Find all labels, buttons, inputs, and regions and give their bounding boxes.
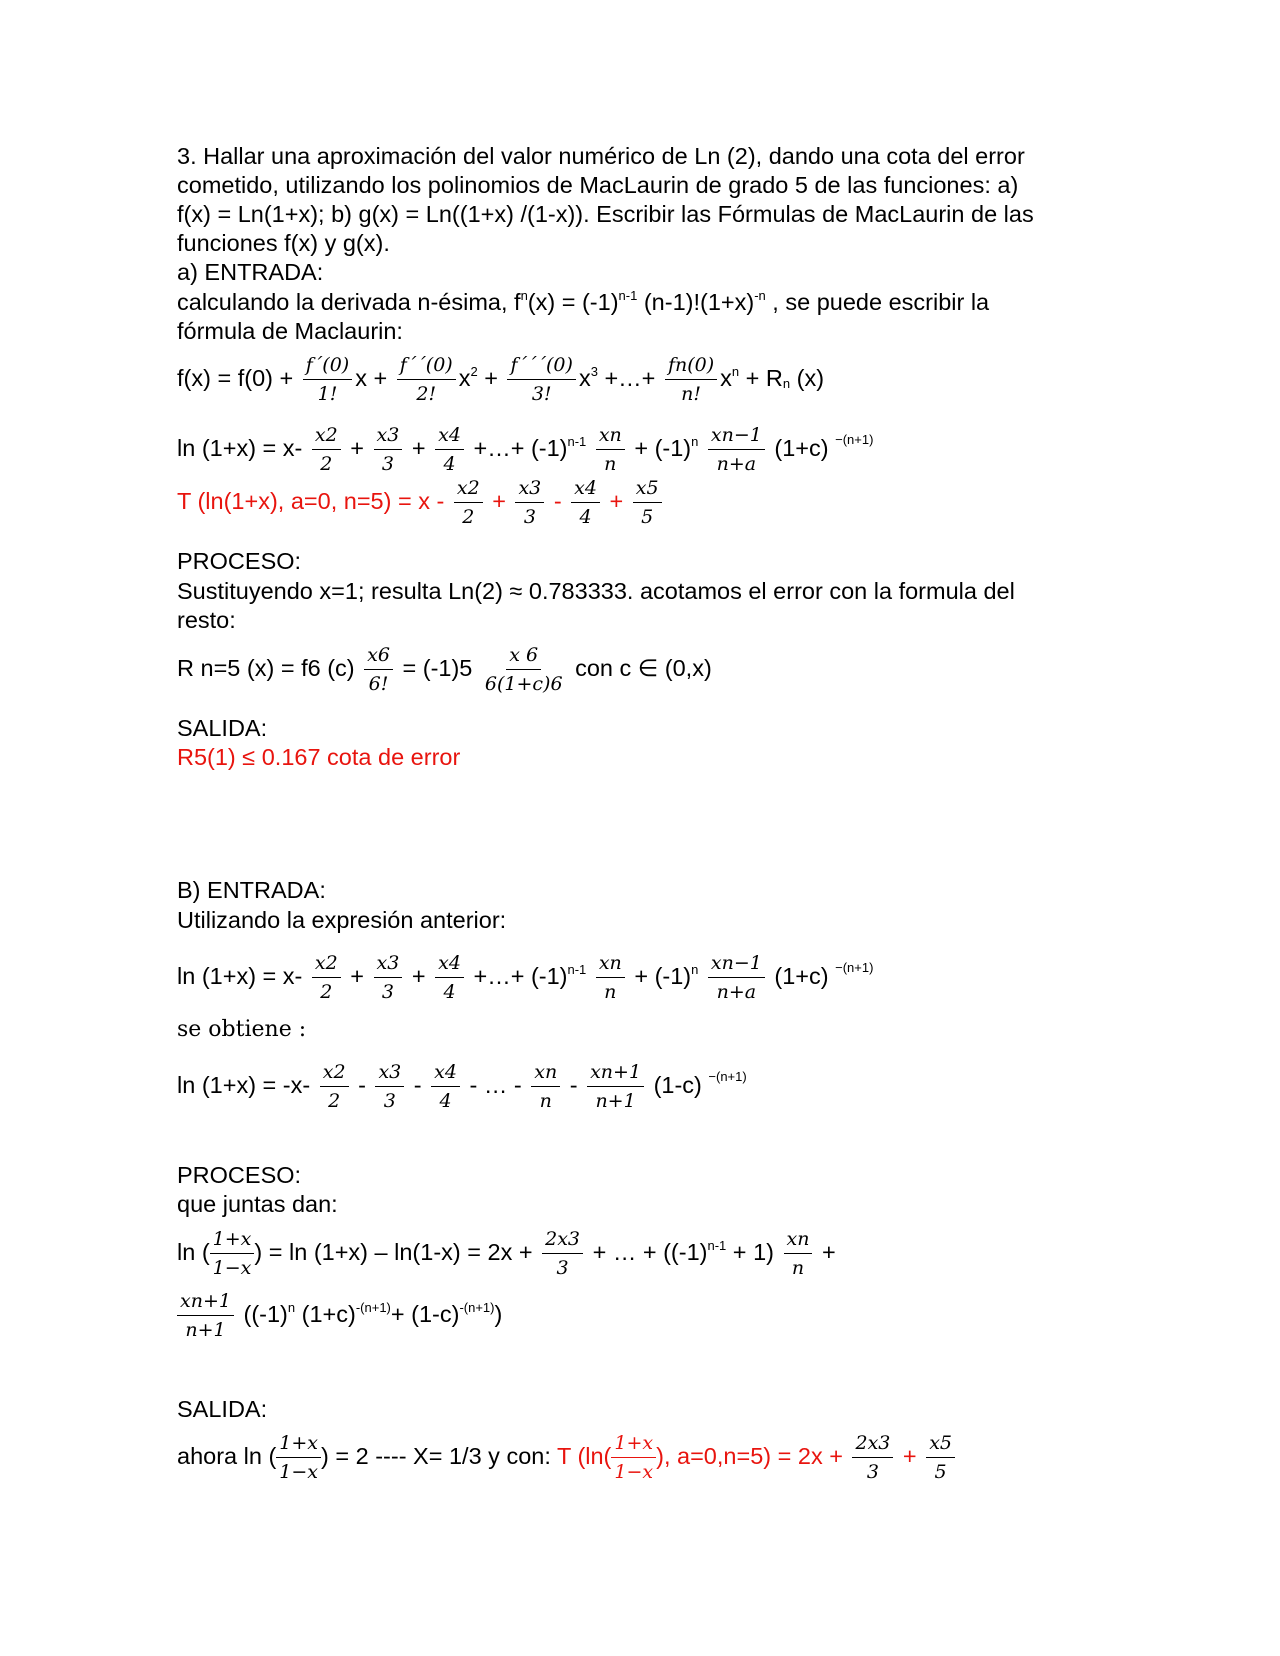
- intro-line-4: funciones f(x) y g(x).: [177, 230, 390, 256]
- part-a-proceso-heading: PROCESO:: [177, 548, 302, 574]
- part-a-salida-value: R5(1) ≤ 0.167 cota de error: [177, 744, 461, 770]
- part-b-salida-heading: SALIDA:: [177, 1396, 268, 1422]
- part-a-salida-heading: SALIDA:: [177, 715, 268, 741]
- ln-series-b: ln (1+x) = x- $\frac{x2}{2}$ + $\frac{x3}{3}$ + $\frac{x4}{4}$ +…+ $(-1)^{n-1}$ $\frac{xn}{n}$ + $(-1)^n$ $\frac{xn-1}{n+a}$ (1+c) $^{-(n+1)}$: [177, 952, 874, 1004]
- combined-series-2: $\frac{xn+1}{n+1}$ ($(-1)^n$ $(1+c)^{-(n+1)}+ (1-c)^{-(n+1)}$): [177, 1286, 502, 1342]
- final-taylor-polynomial: T (ln( $\frac{1+x}{1-x}$ ), a=0,n=5) = 2x + $\frac{2x3}{3}$ + $\frac{x5}{5}$: [557, 1443, 958, 1469]
- part-b-proceso-heading: PROCESO:: [177, 1162, 302, 1188]
- se-obtiene: se obtiene :: [177, 1017, 307, 1042]
- part-b-entrada-line: Utilizando la expresión anterior:: [177, 907, 507, 933]
- final-result: ahora ln ( $\frac{1+x}{1-x}$ ) = 2 ---- X= 1/3 y con: T (ln( $\frac{1+x}{1-x}$ ), a=0,n=5) = 2x + $\frac{2x3}{3}$ + $\frac{x5}{5}$: [177, 1428, 958, 1484]
- part-b-proceso-line: que juntas dan:: [177, 1191, 338, 1217]
- combined-series: ln ( $\frac{1+x}{1-x}$ ) = ln (1+x) – ln(1-x) = 2x + $\frac{2x3}{3}$ + … + $((-1)^{n-1} + 1)$ $\frac{xn}{n}$ +: [177, 1228, 836, 1280]
- ln-series-a: ln (1+x) = x- $\frac{x2}{2}$ + $\frac{x3}{3}$ + $\frac{x4}{4}$ +…+ $(-1)^{n-1}$ $\frac{xn}{n}$ + $(-1)^n$ $\frac{xn-1}{n+a}$ (1+c) $^{-(n+1)}$: [177, 424, 874, 476]
- intro-line-1: 3. Hallar una aproximación del valor numérico de Ln (2), dando una cota del error: [177, 143, 1025, 169]
- derivative-line-2: fórmula de Maclaurin:: [177, 318, 403, 344]
- maclaurin-formula: f(x) = f(0) + $\frac{f´(0)}{1!}$ x + $\frac{f´´(0)}{2!}$ $x^2$ + $\frac{f´´´(0)}{3!}$ $x^3$ +…+ $\frac{fn(0)}{n!}$ $x^n + R_n$ (x): [177, 354, 825, 406]
- intro-line-3: f(x) = Ln(1+x); b) g(x) = Ln((1+x) /(1-x)). Escribir las Fórmulas de MacLaurin de las: [177, 201, 1034, 227]
- taylor-polynomial-a: T (ln(1+x), a=0, n=5) = x - $\frac{x2}{2}$ + $\frac{x3}{3}$ - $\frac{x4}{4}$ + $\frac{x5}{5}$: [177, 473, 665, 529]
- part-a-proceso-line-2: resto:: [177, 607, 236, 633]
- part-a-entrada-heading: a) ENTRADA:: [177, 259, 324, 285]
- resto-formula: R n=5 (x) = f6 (c) $\frac{x6}{6!}$ = (-1)5 $\frac{x 6}{6(1+c)6}$ con c ∈ (0,x): [177, 644, 712, 696]
- intro-line-2: cometido, utilizando los polinomios de MacLaurin de grado 5 de las funciones: a): [177, 172, 1019, 198]
- part-a-proceso-line-1: Sustituyendo x=1; resulta Ln(2) ≈ 0.783333. acotamos el error con la formula del: [177, 578, 1015, 604]
- part-b-entrada-heading: B) ENTRADA:: [177, 877, 326, 903]
- derivative-line: calculando la derivada n-ésima, $f^n(x) = (-1)^{n-1}$ $(n-1)!(1+x)^{-n}$ , se puede escribir la: [177, 288, 990, 315]
- negative-series: ln (1+x) = -x- $\frac{x2}{2}$ - $\frac{x3}{3}$ - $\frac{x4}{4}$ - … - $\frac{xn}{n}$ - $\frac{xn+1}{n+1}$ (1-c) $^{-(n+1)}$: [177, 1061, 747, 1113]
